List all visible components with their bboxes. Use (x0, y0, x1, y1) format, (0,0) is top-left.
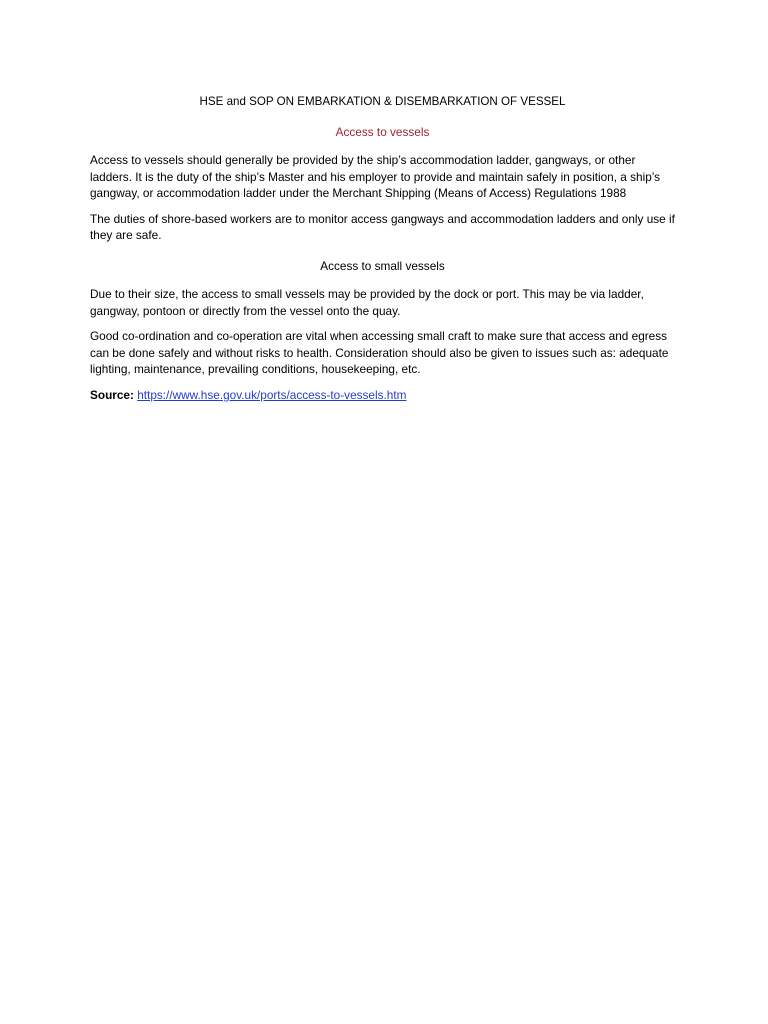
paragraph-access-ladders: Access to vessels should generally be provided by the ship’s accommodation ladder, gangways, or other ladders. It is the duty of the ship’s Master and his employer to provide and maintain safely in position, a ship’s gangway, or accommodation ladder under the Merchant Shipping (Means of Access) Regulations 1988 (90, 153, 661, 201)
source-label: Source: (90, 387, 134, 402)
paragraph-coordination: Good co-ordination and co-operation are vital when accessing small craft to make sure that access and egress can be done safely and without risks to health. Consideration should also be given to issues such as: adequate lighting, maintenance, prevailing conditions, housekeeping, etc. (90, 329, 669, 377)
section-heading-access-to-vessels: Access to vessels (335, 125, 430, 139)
source-line (90, 387, 675, 404)
paragraph-shore-workers: The duties of shore-based workers are to monitor access gangways and accommodation ladders and only use if they are safe. (90, 211, 675, 243)
source-link[interactable]: https://www.hse.gov.uk/ports/access-to-vessels.htm (137, 387, 407, 402)
document-title: HSE and SOP ON EMBARKATION & DISEMBARKATION OF VESSEL (199, 95, 566, 108)
document-page (90, 94, 675, 404)
section-heading-access-to-small-vessels: Access to small vessels (320, 258, 445, 273)
paragraph-small-vessels-access: Due to their size, the access to small vessels may be provided by the dock or port. This may be via ladder, gangway, pontoon or directly from the vessel onto the quay. (90, 286, 644, 318)
